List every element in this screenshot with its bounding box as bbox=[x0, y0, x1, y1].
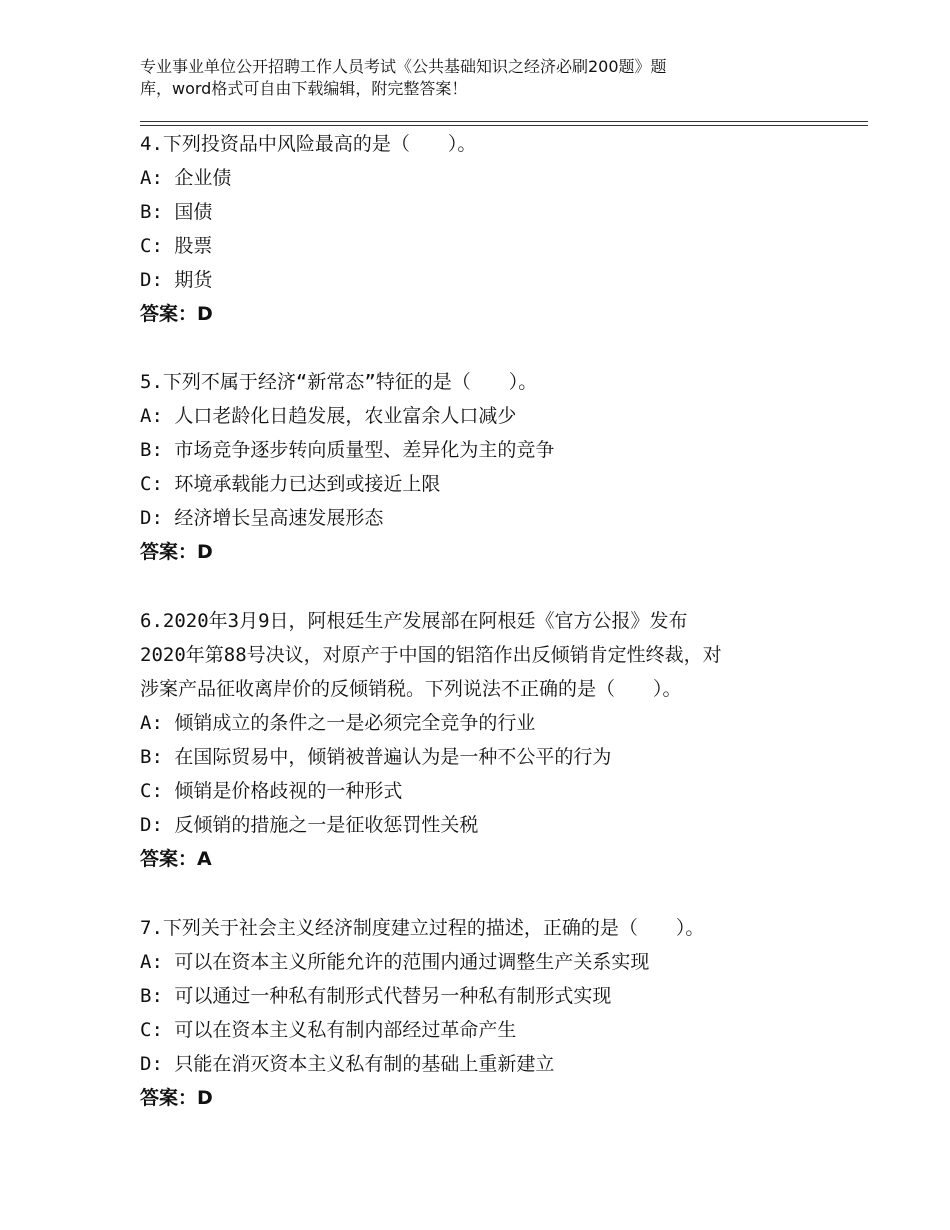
option-a: A: 企业债 bbox=[140, 167, 232, 189]
header-line-1: 专业事业单位公开招聘工作人员考试《公共基础知识之经济必刷200题》题 bbox=[140, 57, 667, 76]
answer-label: 答案：D bbox=[140, 1087, 213, 1109]
option-b: B: 可以通过一种私有制形式代替另一种私有制形式实现 bbox=[140, 985, 612, 1007]
option-c: C: 倾销是价格歧视的一种形式 bbox=[140, 780, 403, 802]
question-stem-line-1: 6.2020年3月9日，阿根廷生产发展部在阿根廷《官方公报》发布 bbox=[140, 610, 688, 632]
option-c: C: 环境承载能力已达到或接近上限 bbox=[140, 473, 441, 495]
answer-label: 答案：A bbox=[140, 848, 212, 870]
option-a: A: 人口老龄化日趋发展，农业富余人口减少 bbox=[140, 405, 517, 427]
option-d: D: 反倾销的措施之一是征收惩罚性关税 bbox=[140, 814, 479, 836]
option-c: C: 可以在资本主义私有制内部经过革命产生 bbox=[140, 1019, 517, 1041]
answer-label: 答案：D bbox=[140, 303, 213, 325]
question-stem: 4.下列投资品中风险最高的是（ ）。 bbox=[140, 133, 477, 155]
question-stem-line-3: 涉案产品征收离岸价的反倾销税。下列说法不正确的是（ ）。 bbox=[140, 678, 682, 700]
option-a: A: 可以在资本主义所能允许的范围内通过调整生产关系实现 bbox=[140, 951, 650, 973]
question-6 bbox=[140, 604, 840, 876]
option-b: B: 在国际贸易中，倾销被普遍认为是一种不公平的行为 bbox=[140, 746, 612, 768]
question-stem: 7.下列关于社会主义经济制度建立过程的描述，正确的是（ ）。 bbox=[140, 917, 705, 939]
option-b: B: 国债 bbox=[140, 201, 213, 223]
option-d: D: 经济增长呈高速发展形态 bbox=[140, 507, 384, 529]
question-stem-line-2: 2020年第88号决议，对原产于中国的铝箔作出反倾销肯定性终裁，对 bbox=[140, 644, 722, 666]
option-a: A: 倾销成立的条件之一是必须完全竞争的行业 bbox=[140, 712, 536, 734]
question-7 bbox=[140, 911, 840, 1115]
document-header bbox=[140, 56, 830, 100]
question-stem: 5.下列不属于经济“新常态”特征的是（ ）。 bbox=[140, 371, 538, 393]
header-divider-top bbox=[140, 121, 868, 122]
header-divider-bottom bbox=[140, 125, 868, 126]
option-d: D: 期货 bbox=[140, 269, 213, 291]
option-c: C: 股票 bbox=[140, 235, 213, 257]
option-b: B: 市场竞争逐步转向质量型、差异化为主的竞争 bbox=[140, 439, 555, 461]
header-line-2: 库，word格式可自由下载编辑，附完整答案！ bbox=[140, 79, 468, 98]
question-4 bbox=[140, 127, 840, 331]
question-5 bbox=[140, 365, 840, 569]
option-d: D: 只能在消灭资本主义私有制的基础上重新建立 bbox=[140, 1053, 555, 1075]
answer-label: 答案：D bbox=[140, 541, 213, 563]
